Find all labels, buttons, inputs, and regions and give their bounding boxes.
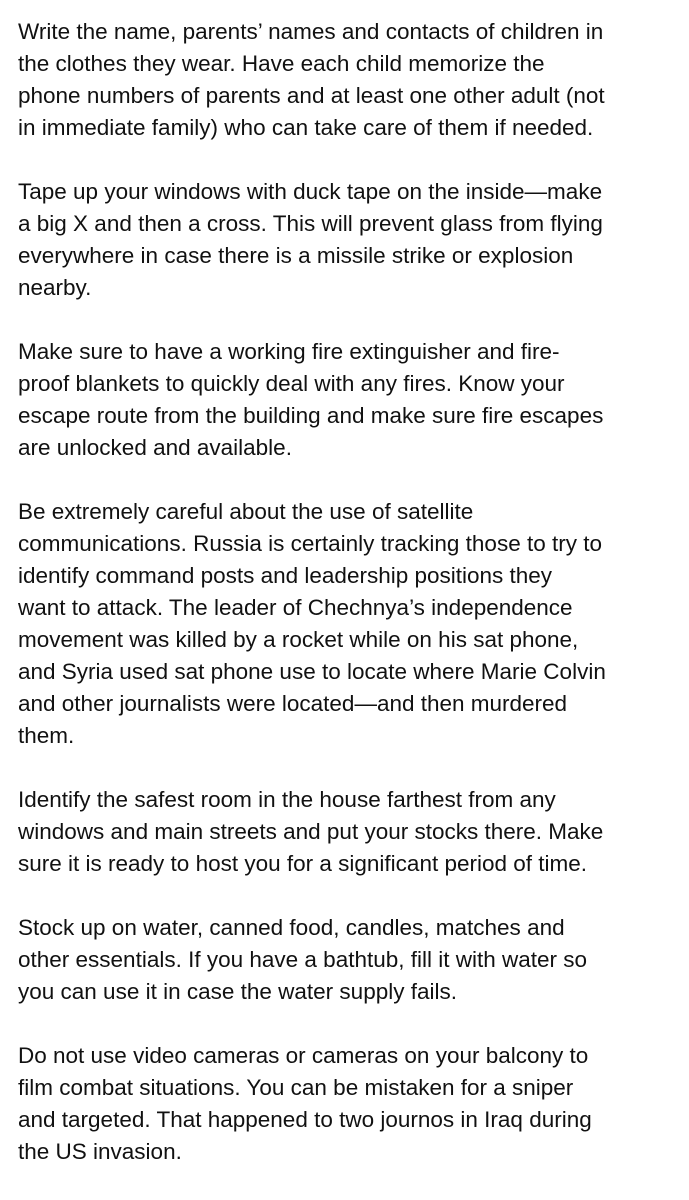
paragraph-tape-windows: Tape up your windows with duck tape on the inside—make a big X and then a cross. This will prevent glass from flying everywhere in case there is a missile strike or explosion nearby.: [18, 179, 603, 300]
paragraph-fire-safety: Make sure to have a working fire extinguisher and fire- proof blankets to quickly deal with any fires. Know your escape route from the building and make sure fire escapes are unlocked and available.: [18, 339, 604, 460]
paragraph-cameras-warning: Do not use video cameras or cameras on your balcony to film combat situations. You can be mistaken for a sniper and targeted. That happened to two journos in Iraq during the US invasion.: [18, 1043, 592, 1164]
paragraph-safest-room: Identify the safest room in the house farthest from any windows and main streets and put your stocks there. Make sure it is ready to host you for a significant period of time.: [18, 787, 604, 876]
paragraph-satellite-communications: Be extremely careful about the use of satellite communications. Russia is certainly tracking those to try to identify command posts and leadership positions they want to attack. The leader of Chechnya’s independence movement was killed by a rocket while on his sat phone, and Syria used sat phone use to locate where Marie Colvin and other journalists were located—and then murdered them.: [18, 499, 606, 748]
paragraph-child-contacts: Write the name, parents’ names and contacts of children in the clothes they wear. Have each child memorize the phone numbers of parents and at least one other adult (not in immediate family) who can take care of them if needed.: [18, 19, 605, 140]
paragraph-stock-up: Stock up on water, canned food, candles, matches and other essentials. If you have a bathtub, fill it with water so you can use it in case the water supply fails.: [18, 915, 588, 1004]
